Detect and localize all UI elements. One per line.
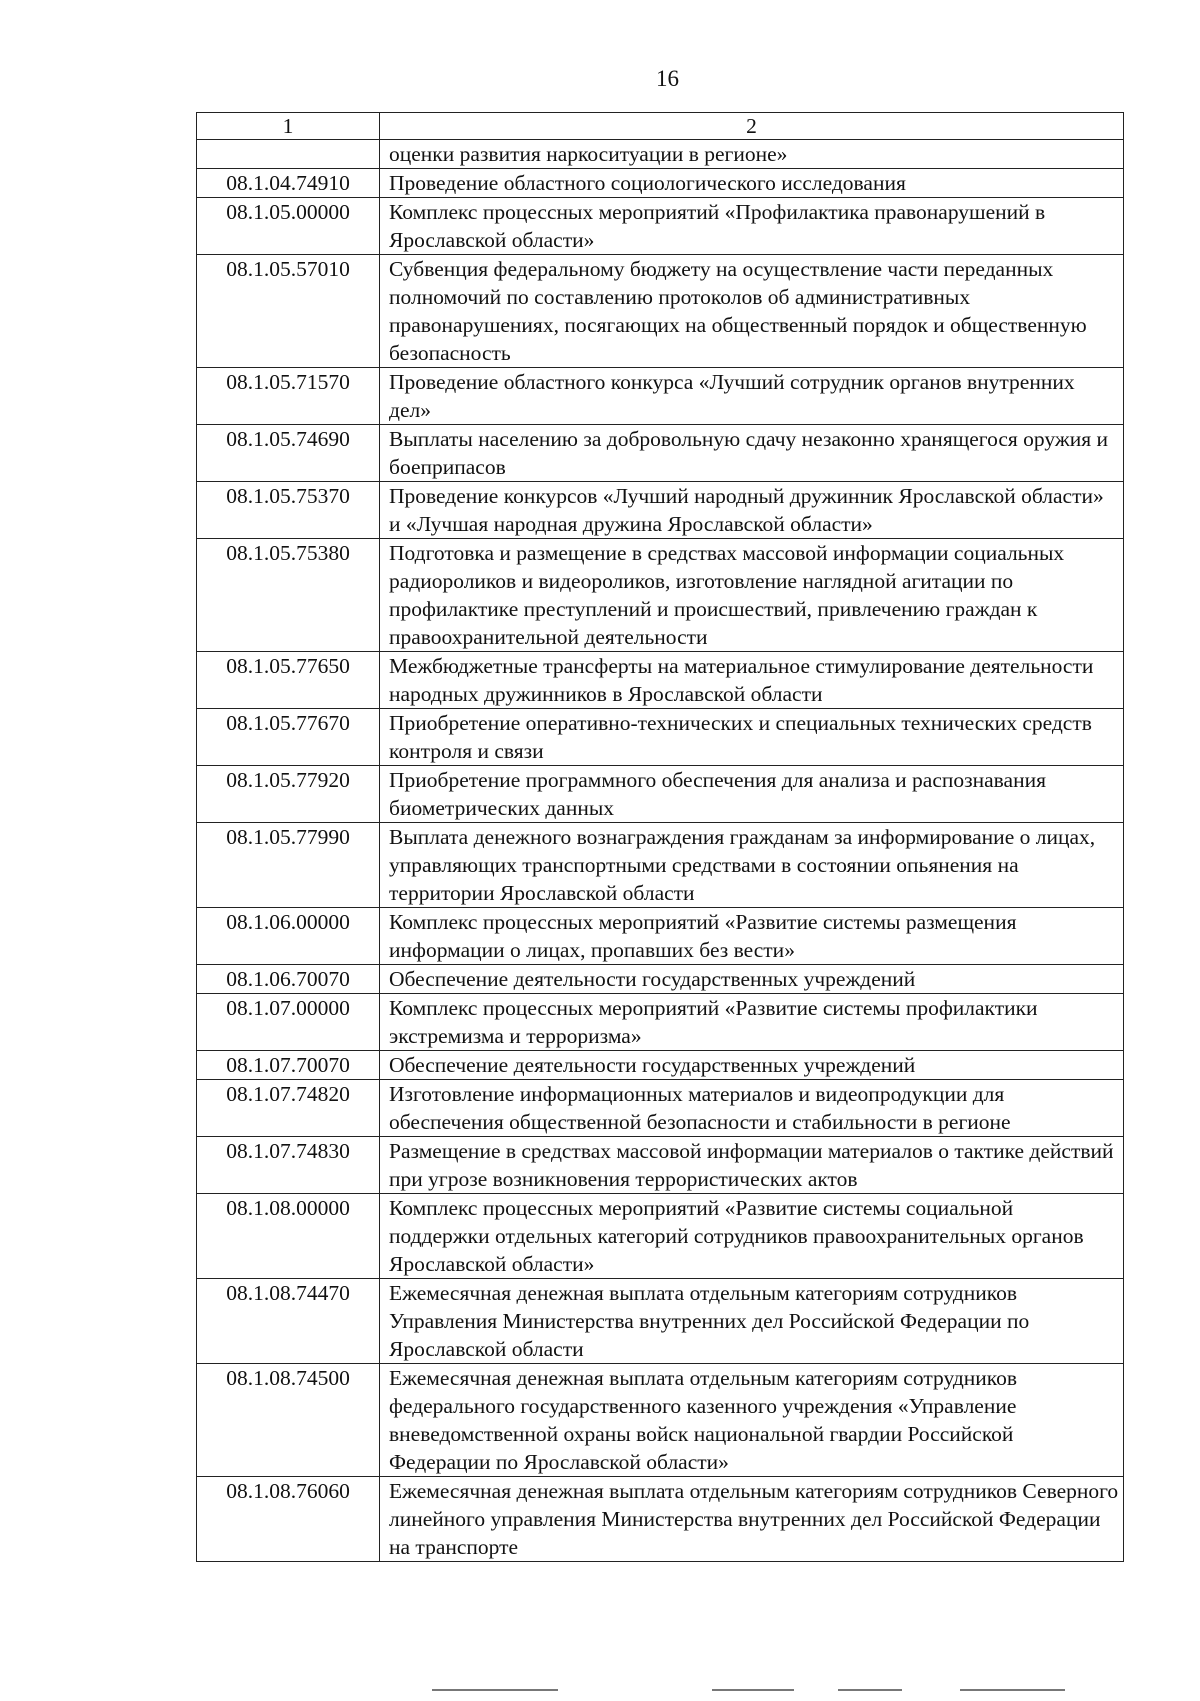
table-row [197, 965, 1124, 994]
row-description: Комплекс процессных мероприятий «Развитие системы размещения информации о лицах, пропавших без вести» [380, 908, 1124, 965]
row-code: 08.1.05.77650 [197, 652, 380, 709]
row-code: 08.1.05.77990 [197, 823, 380, 908]
row-code: 08.1.05.75370 [197, 482, 380, 539]
row-description: Подготовка и размещение в средствах массовой информации социальных радиороликов и видеороликов, изготовление наглядной агитации по профилактике преступлений и происшествий, привлечению граждан к правоохранительной деятельности [380, 539, 1124, 652]
row-description: Ежемесячная денежная выплата отдельным категориям сотрудников Управления Министерства внутренних дел Российской Федерации по Ярославской области [380, 1279, 1124, 1364]
table-row [197, 169, 1124, 198]
row-code: 08.1.08.74470 [197, 1279, 380, 1364]
row-code: 08.1.05.74690 [197, 425, 380, 482]
table-header-row [197, 113, 1124, 140]
column-header-description: 2 [380, 113, 1124, 140]
scan-artifact-line [960, 1689, 1065, 1691]
row-description: Обеспечение деятельности государственных учреждений [380, 1051, 1124, 1080]
table-row [197, 1279, 1124, 1364]
row-code: 08.1.07.74820 [197, 1080, 380, 1137]
row-code: 08.1.05.77670 [197, 709, 380, 766]
column-header-code: 1 [197, 113, 380, 140]
scan-artifact-line [432, 1689, 558, 1691]
row-description: Ежемесячная денежная выплата отдельным категориям сотрудников Северного линейного управления Министерства внутренних дел Российской Федерации на транспорте [380, 1477, 1124, 1562]
row-code [197, 140, 380, 169]
table-row [197, 766, 1124, 823]
table-row [197, 1477, 1124, 1562]
row-code: 08.1.05.71570 [197, 368, 380, 425]
row-description: Размещение в средствах массовой информации материалов о тактике действий при угрозе возникновения террористических актов [380, 1137, 1124, 1194]
row-description: Комплекс процессных мероприятий «Развитие системы профилактики экстремизма и терроризма» [380, 994, 1124, 1051]
table-row [197, 255, 1124, 368]
row-code: 08.1.05.00000 [197, 198, 380, 255]
row-code: 08.1.06.70070 [197, 965, 380, 994]
row-description: Проведение областного социологического исследования [380, 169, 1124, 198]
row-code: 08.1.07.74830 [197, 1137, 380, 1194]
table-row [197, 539, 1124, 652]
table-row [197, 1051, 1124, 1080]
table-body [197, 140, 1124, 1562]
table-row [197, 368, 1124, 425]
table-row [197, 1080, 1124, 1137]
table-row [197, 1364, 1124, 1477]
row-code: 08.1.07.70070 [197, 1051, 380, 1080]
row-code: 08.1.05.77920 [197, 766, 380, 823]
scan-artifact-line [838, 1689, 902, 1691]
row-description: Выплаты населению за добровольную сдачу незаконно хранящегося оружия и боеприпасов [380, 425, 1124, 482]
table-row [197, 994, 1124, 1051]
scan-artifact-line [712, 1689, 794, 1691]
row-code: 08.1.04.74910 [197, 169, 380, 198]
page-number: 16 [656, 66, 679, 91]
row-code: 08.1.06.00000 [197, 908, 380, 965]
row-description: Ежемесячная денежная выплата отдельным категориям сотрудников федерального государственного казенного учреждения «Управление вневедомственной охраны войск национальной гвардии Российской Федерации по Ярославской области» [380, 1364, 1124, 1477]
row-description: Приобретение программного обеспечения для анализа и распознавания биометрических данных [380, 766, 1124, 823]
table-row [197, 908, 1124, 965]
row-description: Приобретение оперативно-технических и специальных технических средств контроля и связи [380, 709, 1124, 766]
table-row [197, 1137, 1124, 1194]
row-description: Проведение конкурсов «Лучший народный дружинник Ярославской области» и «Лучшая народная дружина Ярославской области» [380, 482, 1124, 539]
row-description: Межбюджетные трансферты на материальное стимулирование деятельности народных дружинников в Ярославской области [380, 652, 1124, 709]
row-code: 08.1.08.00000 [197, 1194, 380, 1279]
table-row [197, 823, 1124, 908]
row-code: 08.1.07.00000 [197, 994, 380, 1051]
row-description: Изготовление информационных материалов и видеопродукции для обеспечения общественной безопасности и стабильности в регионе [380, 1080, 1124, 1137]
row-code: 08.1.08.76060 [197, 1477, 380, 1562]
table-row [197, 140, 1124, 169]
row-description: Обеспечение деятельности государственных учреждений [380, 965, 1124, 994]
row-description: Комплекс процессных мероприятий «Развитие системы социальной поддержки отдельных категорий сотрудников правоохранительных органов Ярославской области» [380, 1194, 1124, 1279]
row-description: Проведение областного конкурса «Лучший сотрудник органов внутренних дел» [380, 368, 1124, 425]
table-row [197, 709, 1124, 766]
table-row [197, 1194, 1124, 1279]
table-row [197, 482, 1124, 539]
budget-classification-table [196, 112, 1124, 1562]
table-row [197, 652, 1124, 709]
row-code: 08.1.08.74500 [197, 1364, 380, 1477]
row-description: Комплекс процессных мероприятий «Профилактика правонарушений в Ярославской области» [380, 198, 1124, 255]
row-description: Субвенция федеральному бюджету на осуществление части переданных полномочий по составлению протоколов об административных правонарушениях, посягающих на общественный порядок и общественную безопасность [380, 255, 1124, 368]
row-description: оценки развития наркоситуации в регионе» [380, 140, 1124, 169]
table-row [197, 198, 1124, 255]
row-description: Выплата денежного вознаграждения гражданам за информирование о лицах, управляющих транспортными средствами в состоянии опьянения на территории Ярославской области [380, 823, 1124, 908]
row-code: 08.1.05.57010 [197, 255, 380, 368]
table-row [197, 425, 1124, 482]
row-code: 08.1.05.75380 [197, 539, 380, 652]
